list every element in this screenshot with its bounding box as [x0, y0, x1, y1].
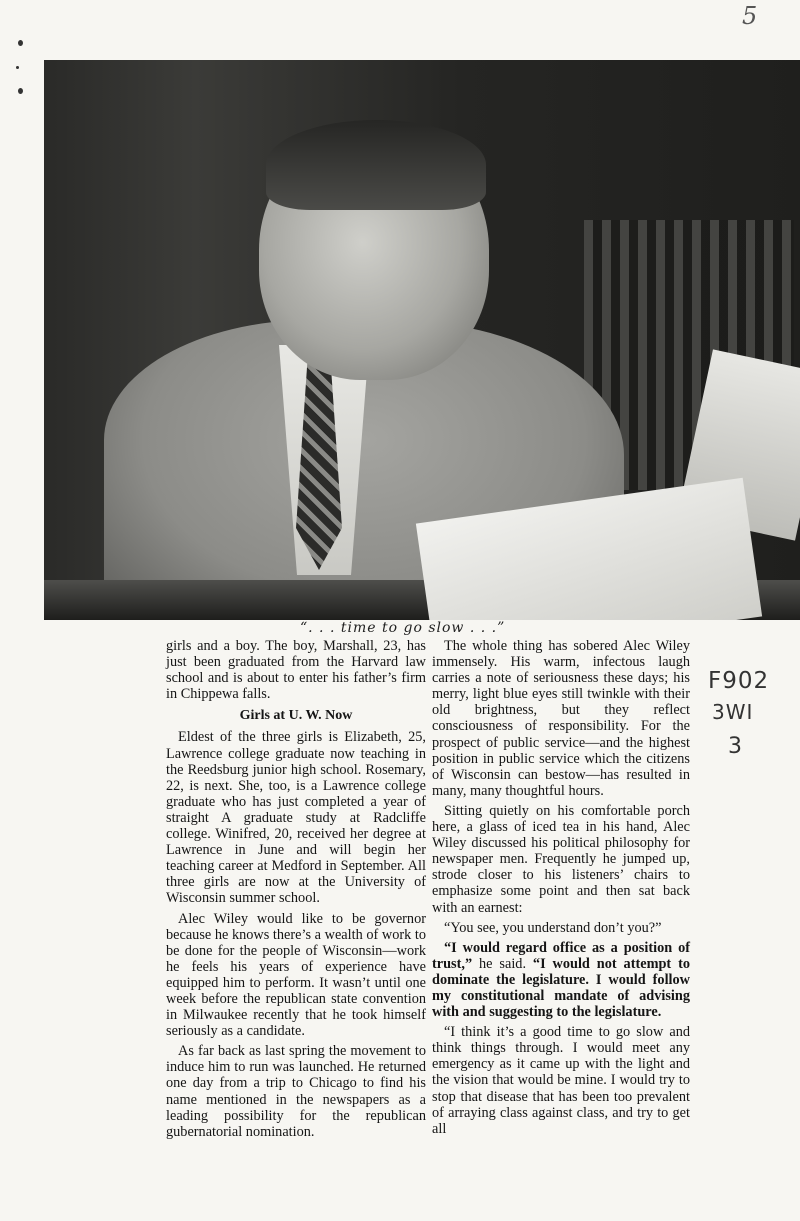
paragraph: girls and a boy. The boy, Marshall, 23, has just been graduated from the Harvard law school and is about to enter his father’s firm in Chippewa falls.	[166, 638, 426, 703]
handwritten-note: 3WI	[712, 700, 754, 724]
paragraph: Alec Wiley would like to be governor because he knows there’s a wealth of work to be done for the people of Wisconsin—work he feels his years of experience have equipped him to perform. It wasn’t until one week before the republican state convention in Milwaukee recently that he took himself seriously as a candidate.	[166, 910, 426, 1040]
left-column	[166, 638, 426, 1140]
quote-paragraph	[432, 940, 690, 1020]
margin-dot	[16, 66, 19, 69]
subheading: Girls at U. W. Now	[239, 708, 353, 724]
bold-quote: “I would not attempt to dominate the legislature. I would follow my constitutional mandate of advising with and suggesting to the legislature.	[432, 955, 690, 1021]
right-column	[432, 638, 690, 1137]
margin-dot	[18, 88, 23, 94]
paragraph: The whole thing has sobered Alec Wiley immensely. His warm, infectous laugh carries a note of seriousness these days; his merry, light blue eyes still twinkle with their old brightness, but they reflect consciousness of responsibility. For the prospect of public service—and the highest position in public service which the citizens of Wisconsin can bestow—has resulted in many, many thoughtful hours.	[432, 638, 690, 799]
margin-dot	[18, 40, 23, 46]
photo-caption: “. . . time to go slow . . .”	[300, 620, 506, 636]
paragraph: Eldest of the three girls is Elizabeth, 25, Lawrence college graduate now teaching in the Reedsburg junior high school. Rosemary, 22, is next. She, too, is a Lawrence college graduate who has just completed a year of straight A graduate study at Radcliffe college. Winifred, 20, received her degree at Lawrence in June and will begin her teaching career at Medford in September. All three girls are now at the University of Wisconsin summer school.	[166, 729, 426, 907]
hair	[266, 120, 486, 210]
attribution: he said.	[472, 955, 533, 972]
page-number: 5	[742, 2, 758, 30]
paragraph: “You see, you understand don’t you?”	[444, 919, 662, 936]
paragraph: “I think it’s a good time to go slow and think things through. I would meet any emergency as it came up with the light and the vision that would be mine. I would try to stop that disease that has been too prevalent of arraying class against class, and try to get all	[432, 1024, 690, 1137]
paragraph: As far back as last spring the movement to induce him to run was launched. He returned one day from a trip to Chicago to find his name mentioned in the newspapers as a leading possibility for the republican gubernatorial nomination.	[166, 1043, 426, 1140]
bold-quote: “I would regard office as a position of trust,”	[432, 939, 690, 972]
paragraph: Sitting quietly on his comfortable porch here, a glass of iced tea in his hand, Alec Wiley discussed his political philosophy for newspaper men. Frequently he jumped up, strode closer to his listeners’ chairs to emphasize some point and then sat back with an earnest:	[432, 802, 690, 916]
portrait-photo	[44, 60, 800, 620]
handwritten-note: 3	[728, 734, 742, 759]
handwritten-note: F902	[708, 668, 770, 694]
